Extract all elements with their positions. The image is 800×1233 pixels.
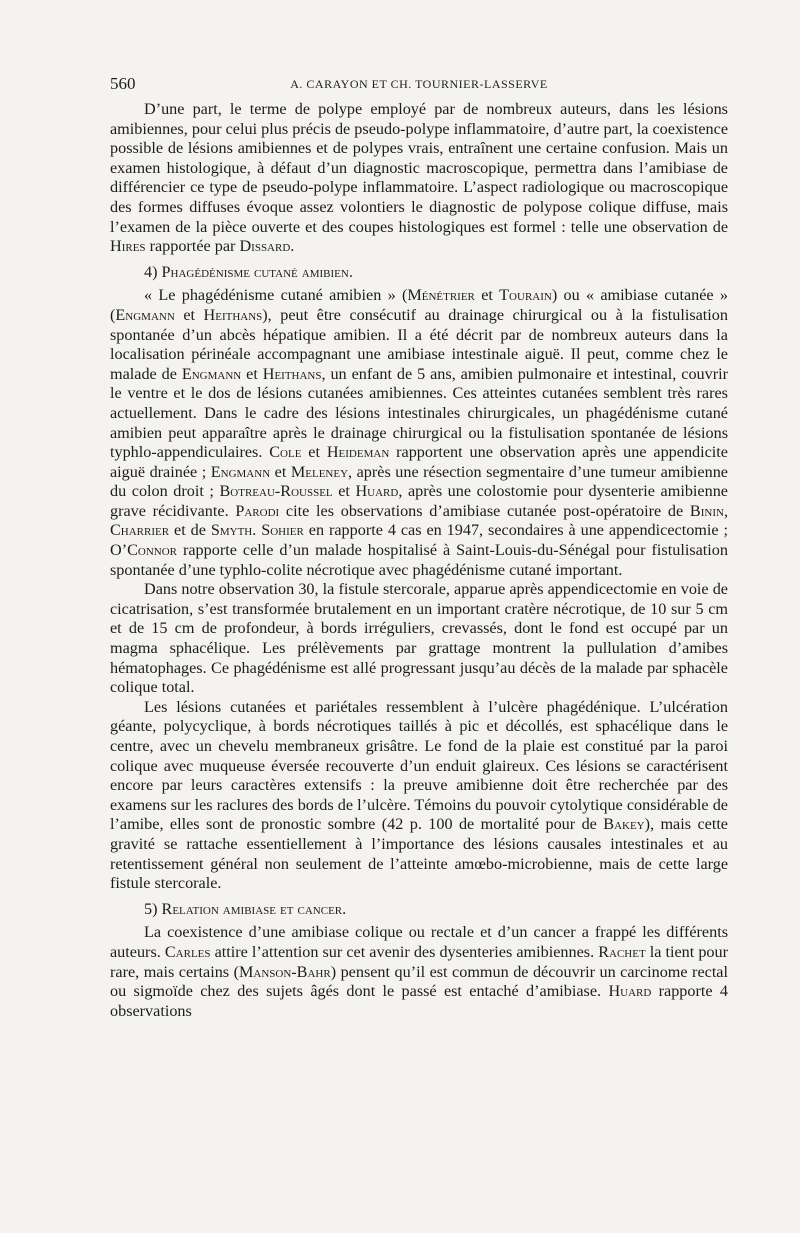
paragraph-lesions-cutanees: Les lésions cutanées et pariétales ressemblent à l’ulcère phagédénique. L’ulcération géante, polycyclique, à bords nécrotiques taillés à pic et décollés, est sphacélique dans le centre, avec un chevelu membraneux grisâtre. Le fond de la plaie est constitué par la paroi colique avec muqueuse éversée recouverte d’un enduit glaireux. Ces lésions se caractérisent encore par leurs caractères extensifs : la preuve amibienne doit être recherchée par des examens sur les raclures des bords de l’ulcère. Témoins du pouvoir cytolytique considérable de l’amibe, elles sont de pronostic sombre (42 p. 100 de mortalité pour de Bakey), mais cette gravité se rattache essentiellement à l’importance des lésions causales intestinales et au retentissement général non seulement de l’atteinte amœbo-microbienne, mais de cette large fistule stercorale. (110, 697, 728, 893)
page-number: 560 (110, 74, 136, 93)
paragraph-observation-30: Dans notre observation 30, la fistule stercorale, apparue après appendicectomie en voie de cicatrisation, s’est transformée brutalement en un important cratère nécrotique, de 10 sur 5 cm et de 15 cm de profondeur, à bords irréguliers, crevassés, dont le fond est occupé par un magma sphacélique. Les prélèvements par grattage montrent la pullulation d’amibes hématophages. Ce phagédénisme est allé progressant jusqu’au décès de la malade par sphacèle colique total. (110, 580, 728, 697)
paragraph-phagedenisme: « Le phagédénisme cutané amibien » (Ménétrier et Tourain) ou « amibiase cutanée » (Engmann et Heithans), peut être consécutif au drainage chirurgical ou à la fistulisation spontanée d’un abcès hépatique amibien. Il a été décrit par de nombreux auteurs dans la localisation périnéale accompagnant une amibiase intestinale aiguë. Il peut, comme chez le malade de Engmann et Heithans, un enfant de 5 ans, amibien pulmonaire et intestinal, couvrir le ventre et le dos de lésions cutanées amibiennes. Ces atteintes cutanées semblent très rares actuellement. Dans le cadre des lésions intestinales chirurgicales, un phagédénisme cutané amibien peut apparaître après le drainage chirurgical ou la fistulisation spontanée de lésions typhlo-appendiculaires. Cole et Heideman rapportent une observation après une appendicite aiguë drainée ; Engmann et Meleney, après une résection segmentaire d’une tumeur amibienne du colon droit ; Botreau-Roussel et Huard, après une colostomie pour dysenterie amibienne grave récidivante. Parodi cite les observations d’amibiase cutanée post-opératoire de Binin, Charrier et de Smyth. Sohier en rapporte 4 cas en 1947, secondaires à une appendicectomie ; O’Connor rapporte celle d’un malade hospitalisé à Saint-Louis-du-Sénégal pour fistulisation spontanée d’une typhlo-colite nécrotique avec phagédénisme cutané important. (110, 286, 728, 579)
section-heading-phagedenisme: 4) Phagédénisme cutané amibien. (144, 262, 353, 281)
section-heading-cancer: 5) Relation amibiase et cancer. (144, 899, 347, 918)
running-head: A. CARAYON ET CH. TOURNIER-LASSERVE (290, 77, 548, 91)
document-page (110, 74, 728, 1021)
body-text (110, 100, 728, 1021)
paragraph-cancer: La coexistence d’une amibiase colique ou rectale et d’un cancer a frappé les différents auteurs. Carles attire l’attention sur cet avenir des dysenteries amibiennes. Rachet la tient pour rare, mais certains (Manson-Bahr) pensent qu’il est commun de découvrir un carcinome rectal ou sigmoïde chez des sujets âgés dont le passé est entaché d’amibiase. Huard rapporte 4 observations (110, 923, 729, 1020)
page-header (110, 74, 728, 100)
paragraph-polypes: D’une part, le terme de polype employé par de nombreux auteurs, dans les lésions amibiennes, pour celui plus précis de pseudo-polype inflammatoire, d’autre part, la coexistence possible de lésions amibiennes et de polypes vrais, entraînent une certaine confusion. Mais un examen histologique, à défaut d’un diagnostic macroscopique, permettra dans l’amibiase de différencier ce type de pseudo-polype inflammatoire. L’aspect radiologique ou macroscopique des formes diffuses évoque assez volontiers le diagnostic de polypose colique diffuse, mais l’examen de la pièce ouverte et des coupes histologiques est formel : telle une observation de Hires rapportée par Dissard. (110, 100, 728, 256)
